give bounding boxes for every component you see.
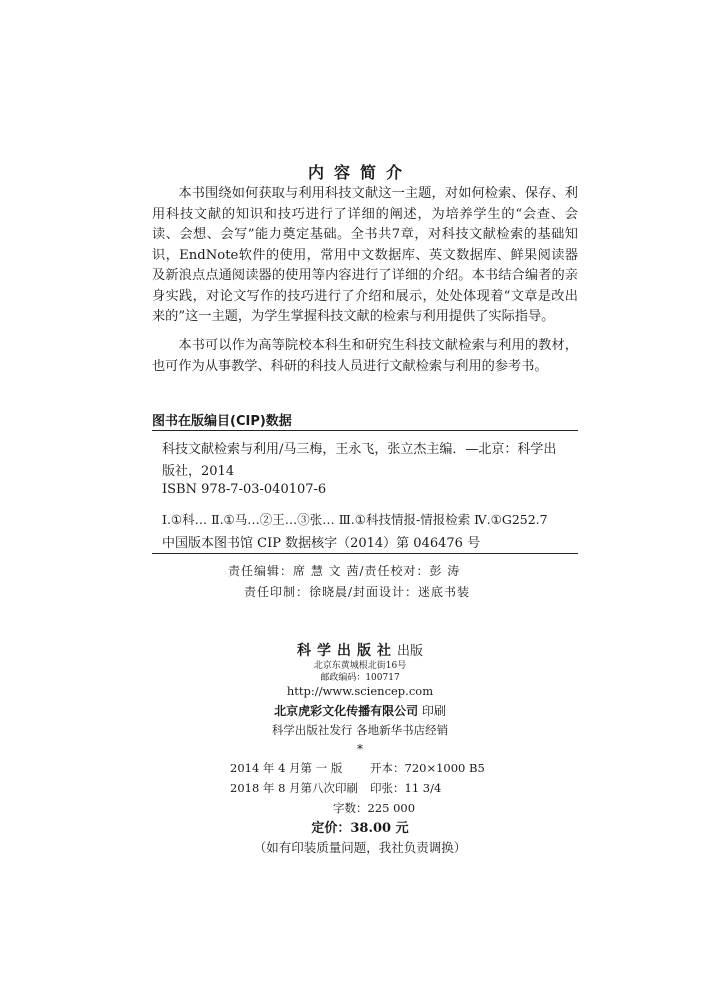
publisher-suffix: 出版: [396, 644, 423, 659]
printer-suffix: 印刷: [421, 704, 446, 718]
edition-print: 2018 年 8 月第八次印刷: [230, 781, 359, 795]
publisher-address: 北京东黄城根北街16号: [313, 661, 407, 671]
printer-line: [0, 702, 720, 719]
summary-paragraph-2: 本书可以作为高等院校本科生和研究生科技文献检索与利用的教材，也可作为从事教学、科研的科技人员进行文献检索与利用的参考书。: [152, 338, 578, 374]
edition-first: 2014 年 4 月第 一 版: [230, 761, 343, 775]
summary-paragraph-1: 本书围绕如何获取与利用科技文献这一主题，对如何检索、保存、利用科技文献的知识和技巧进行了详细的阐述，为培养学生的“会查、会读、会想、会写”能力奠定基础。全书共7章，对科技文献检索的基础知识，EndNote软件的使用，常用中文数据库、英文数据库、鲜果阅读器及新浪点点通阅读器的使用等内容进行了详细的介绍。本书结合编者的亲身实践，对论文写作的技巧进行了介绍和展示，处处体现着“文章是改出来的”这一主题，为学生掌握科技文献的检索与利用提供了实际指导。: [152, 186, 578, 324]
publisher-url: http://www.sciencep.com: [286, 684, 434, 698]
distribution-line: 科学出版社发行 各地新华书店经销: [271, 723, 449, 737]
cip-bibliographic-line-1: 科技文献检索与利用/马三梅，王永飞，张立杰主编．—北京：科学出: [162, 442, 557, 457]
cip-bottom-rule: [152, 553, 578, 554]
separator-star: *: [357, 742, 363, 756]
price: 定价：38.00 元: [311, 821, 409, 836]
edition-format: 开本：720×1000 B5: [370, 761, 485, 775]
edition-sheets: 印张：11 3/4: [370, 781, 442, 795]
edition-word-count: 字数：225 000: [333, 801, 416, 815]
cip-verification-number: 中国版本图书馆 CIP 数据核字（2014）第 046476 号: [162, 536, 481, 551]
cip-classification: Ⅰ.①科… Ⅱ.①马…②王…③张… Ⅲ.①科技情报-情报检索 Ⅳ.①G252.7: [162, 512, 548, 527]
cip-isbn: ISBN 978-7-03-040107-6: [162, 482, 327, 497]
cip-bibliographic-line-2: 版社，2014: [162, 464, 235, 479]
summary-title: 内容简介: [307, 163, 412, 182]
responsibility-line-2: 责任印制：徐晓晨/封面设计：迷底书装: [244, 585, 471, 599]
responsibility-line-1: 责任编辑：席 慧 文 茜/责任校对：彭 涛: [228, 564, 461, 578]
publisher-name: 科学出版社: [296, 643, 397, 659]
cip-top-rule: [152, 430, 578, 431]
publisher-line: [0, 640, 720, 660]
printer-name: 北京虎彩文化传播有限公司: [274, 704, 419, 718]
publisher-postcode: 邮政编码：100717: [320, 673, 400, 683]
quality-notice: （如有印装质量问题，我社负责调换）: [253, 840, 467, 855]
cip-title: 图书在版编目(CIP)数据: [152, 414, 292, 429]
